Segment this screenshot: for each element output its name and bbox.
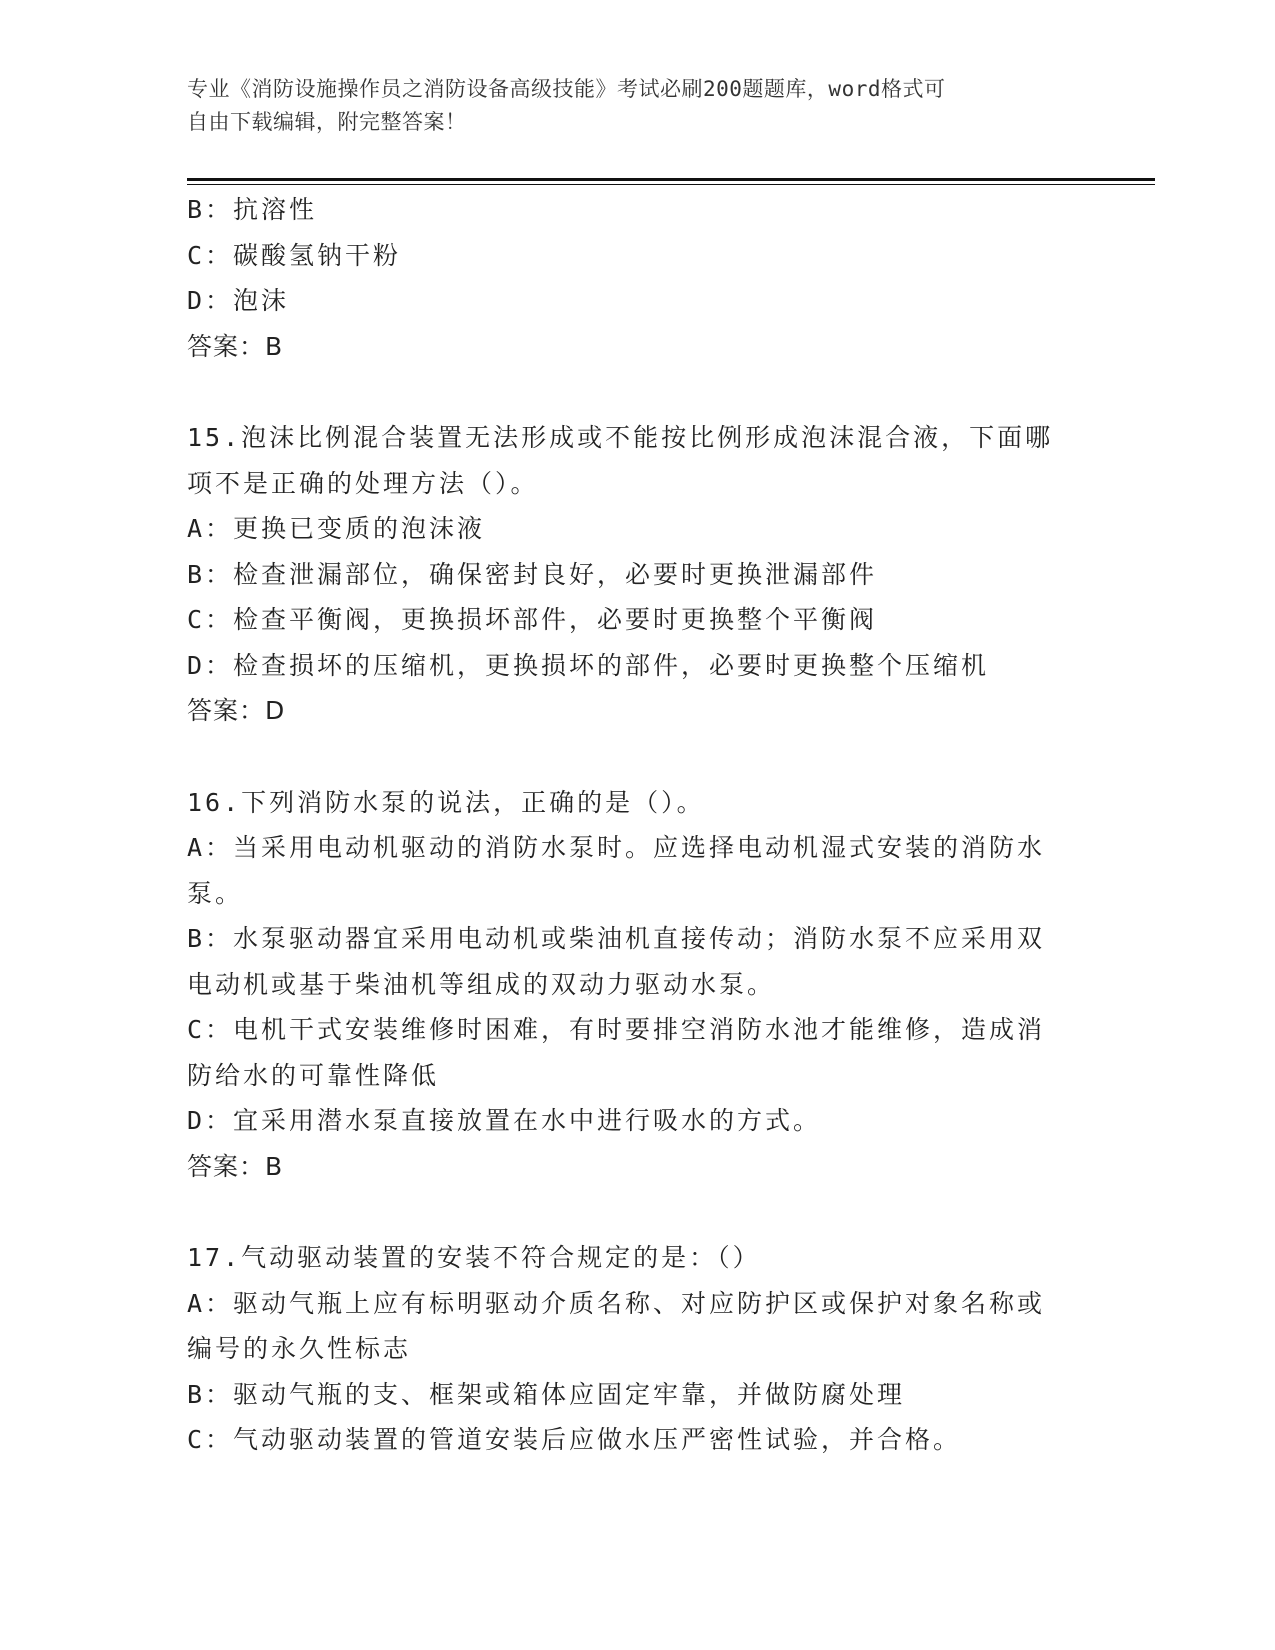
option-c-cont: 防给水的可靠性降低	[187, 1060, 440, 1090]
option-a: A：驱动气瓶上应有标明驱动介质名称、对应防护区或保护对象名称或	[187, 1288, 1046, 1318]
answer: 答案：B	[187, 1151, 284, 1181]
option-b: B：驱动气瓶的支、框架或箱体应固定牢靠，并做防腐处理	[187, 1379, 906, 1409]
question-15	[187, 415, 1087, 734]
option-b: B：水泵驱动器宜采用电动机或柴油机直接传动；消防水泵不应采用双	[187, 924, 1046, 953]
option-d: D：检查损坏的压缩机，更换损坏的部件，必要时更换整个压缩机	[187, 650, 990, 680]
question-17	[187, 1235, 1087, 1463]
option-d: D：宜采用潜水泵直接放置在水中进行吸水的方式。	[187, 1106, 822, 1135]
spacer	[187, 369, 1087, 415]
header-line-1: 专业《消防设施操作员之消防设备高级技能》考试必刷200题题库，word格式可	[187, 77, 946, 101]
option-c: C：碳酸氢钠干粉	[187, 240, 402, 270]
option-b: B：抗溶性	[187, 195, 318, 224]
option-a-cont: 泵。	[187, 878, 244, 908]
option-c: C：气动驱动装置的管道安装后应做水压严密性试验，并合格。	[187, 1425, 962, 1454]
question-stem-cont: 项不是正确的处理方法（）。	[187, 468, 539, 498]
question-14-tail	[187, 187, 1087, 369]
answer: 答案：D	[187, 696, 286, 725]
option-c: C：电机干式安装维修时困难，有时要排空消防水池才能维修，造成消	[187, 1015, 1046, 1044]
page-header	[187, 73, 1067, 139]
document-body	[187, 187, 1087, 1463]
option-d: D：泡沫	[187, 286, 290, 315]
header-line-2: 自由下载编辑，附完整答案！	[187, 110, 467, 134]
question-stem: 17.气动驱动装置的安装不符合规定的是：（）	[187, 1243, 761, 1272]
question-stem: 15.泡沫比例混合装置无法形成或不能按比例形成泡沫混合液，下面哪	[187, 423, 1054, 452]
header-rule-thick	[187, 178, 1155, 181]
answer: 答案：B	[187, 331, 284, 361]
option-b: B：检查泄漏部位，确保密封良好，必要时更换泄漏部件	[187, 559, 878, 589]
option-a: A：当采用电动机驱动的消防水泵时。应选择电动机湿式安装的消防水	[187, 833, 1046, 862]
option-c: C：检查平衡阀，更换损坏部件，必要时更换整个平衡阀	[187, 605, 878, 634]
header-rule-thin	[187, 184, 1155, 185]
question-16	[187, 780, 1087, 1190]
option-a-cont: 编号的永久性标志	[187, 1334, 412, 1363]
question-stem: 16.下列消防水泵的说法，正确的是（）。	[187, 787, 705, 817]
option-a: A：更换已变质的泡沫液	[187, 514, 486, 543]
spacer	[187, 734, 1087, 780]
option-b-cont: 电动机或基于柴油机等组成的双动力驱动水泵。	[187, 969, 776, 999]
spacer	[187, 1189, 1087, 1235]
